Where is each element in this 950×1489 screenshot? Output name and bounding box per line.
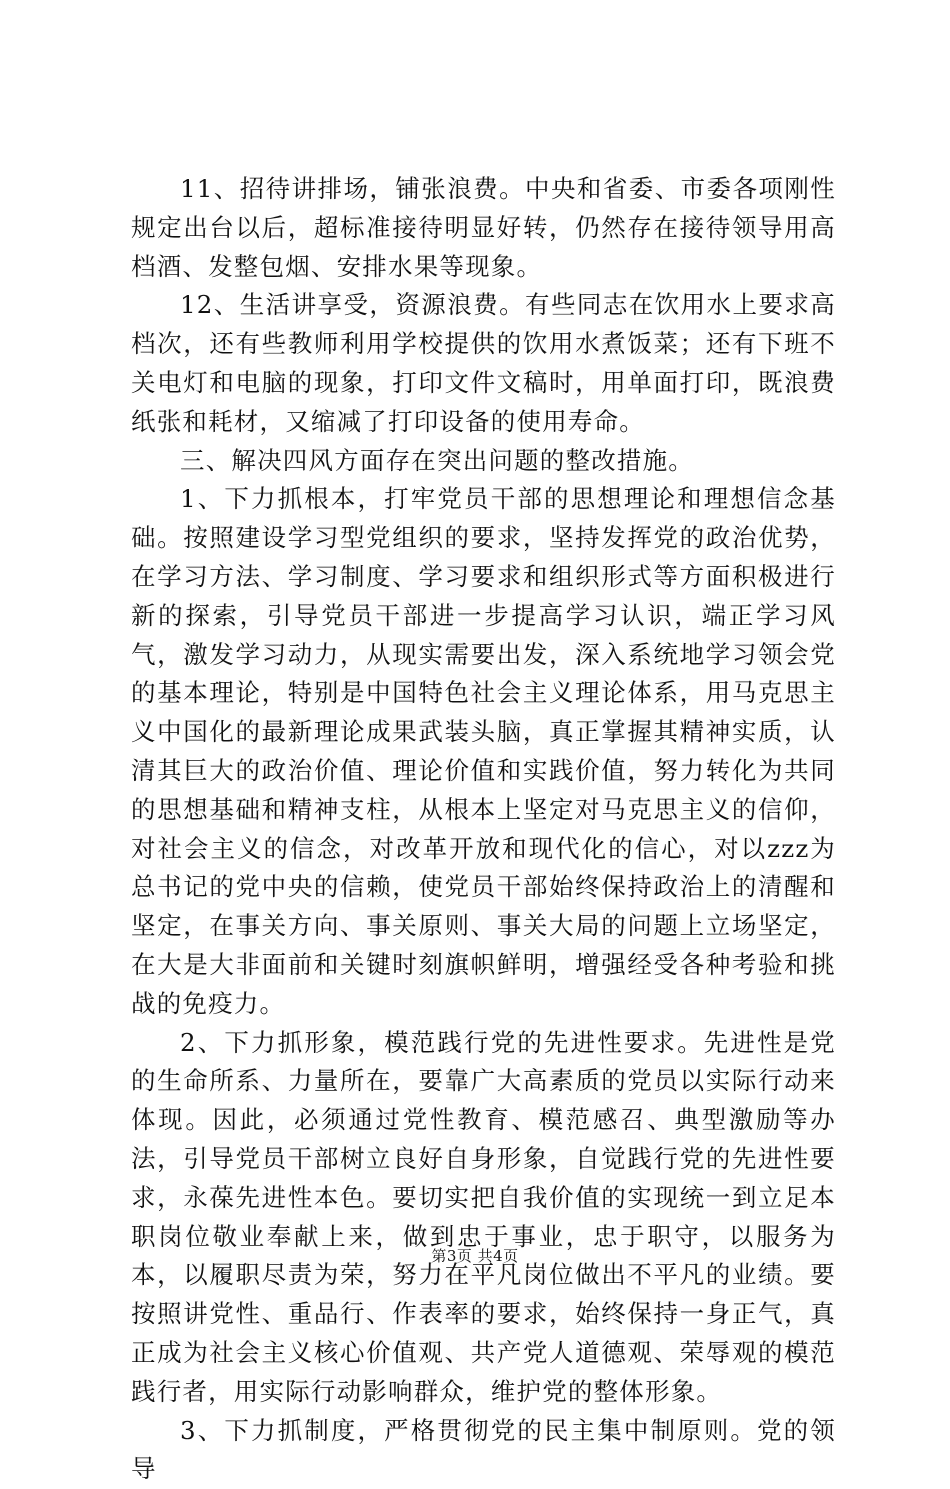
- paragraph-item-11: 11、招待讲排场，铺张浪费。中央和省委、市委各项刚性规定出台以后，超标准接待明显好转，仍然存在接待领导用高档酒、发整包烟、安排水果等现象。: [131, 170, 836, 286]
- paragraph-measure-3: 3、下力抓制度，严格贯彻党的民主集中制原则。党的领导: [131, 1412, 836, 1489]
- page-number: 第3页 共4页: [431, 1247, 518, 1265]
- paragraph-measure-2: 2、下力抓形象，模范践行党的先进性要求。先进性是党的生命所系、力量所在，要靠广大高素质的党员以实际行动来体现。因此，必须通过党性教育、模范感召、典型激励等办法，引导党员干部树立良好自身形象，自觉践行党的先进性要求，永葆先进性本色。要切实把自我价值的实现统一到立足本职岗位敬业奉献上来，做到忠于事业，忠于职守，以服务为本，以履职尽责为荣，努力在平凡岗位做出不平凡的业绩。要按照讲党性、重品行、作表率的要求，始终保持一身正气，真正成为社会主义核心价值观、共产党人道德观、荣辱观的模范践行者，用实际行动影响群众，维护党的整体形象。: [131, 1024, 836, 1412]
- section-heading-3: 三、解决四风方面存在突出问题的整改措施。: [131, 442, 836, 481]
- document-body: [131, 170, 836, 1489]
- paragraph-item-12: 12、生活讲享受，资源浪费。有些同志在饮用水上要求高档次，还有些教师利用学校提供的饮用水煮饭菜；还有下班不关电灯和电脑的现象，打印文件文稿时，用单面打印，既浪费纸张和耗材，又缩减了打印设备的使用寿命。: [131, 286, 836, 441]
- paragraph-measure-1: 1、下力抓根本，打牢党员干部的思想理论和理想信念基础。按照建设学习型党组织的要求，坚持发挥党的政治优势，在学习方法、学习制度、学习要求和组织形式等方面积极进行新的探索，引导党员干部进一步提高学习认识，端正学习风气，激发学习动力，从现实需要出发，深入系统地学习领会党的基本理论，特别是中国特色社会主义理论体系，用马克思主义中国化的最新理论成果武装头脑，真正掌握其精神实质，认清其巨大的政治价值、理论价值和实践价值，努力转化为共同的思想基础和精神支柱，从根本上坚定对马克思主义的信仰，对社会主义的信念，对改革开放和现代化的信心，对以zzz为总书记的党中央的信赖，使党员干部始终保持政治上的清醒和坚定，在事关方向、事关原则、事关大局的问题上立场坚定，在大是大非面前和关键时刻旗帜鲜明，增强经受各种考验和挑战的免疫力。: [131, 480, 836, 1023]
- page-footer: [0, 1245, 950, 1266]
